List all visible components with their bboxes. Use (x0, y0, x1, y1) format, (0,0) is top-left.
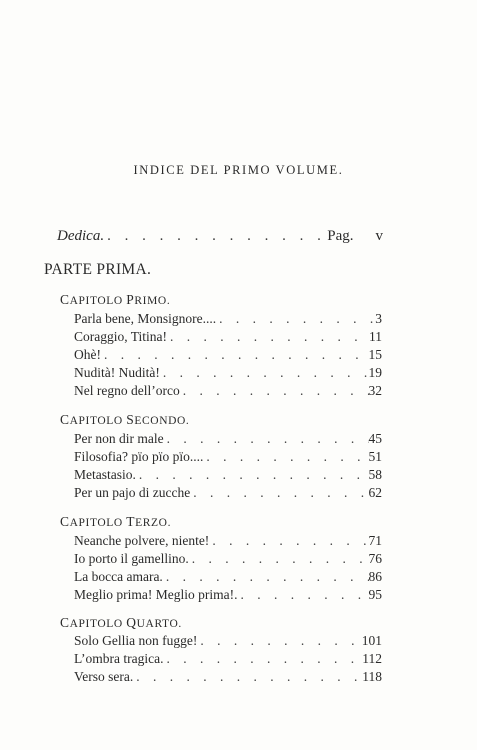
leader-dots (163, 651, 362, 667)
leader-dots (163, 569, 369, 585)
leader-dots (189, 551, 369, 567)
leader-dots (167, 329, 369, 345)
dedica-title: Dedica. (57, 228, 105, 244)
toc-entry (74, 551, 382, 567)
leader-dots (180, 383, 369, 399)
entry-title: Nudità! Nudità! (74, 365, 160, 380)
entry-page: 101 (361, 633, 382, 648)
leader-dots (216, 311, 375, 327)
toc-entry (74, 467, 382, 483)
toc-entry (74, 533, 382, 549)
toc-entry (74, 587, 382, 603)
leader-dots (164, 431, 369, 447)
leader-dots (101, 347, 369, 363)
entry-page: 3 (375, 311, 382, 326)
entry-page: 71 (368, 533, 382, 548)
dedica-pag-label: Pag. (327, 228, 354, 244)
dedica-page-number: v (375, 228, 383, 244)
entry-title: Ohè! (74, 347, 101, 362)
part-title: PARTE PRIMA. (44, 261, 152, 278)
entry-title: Per un pajo di zucche (74, 485, 191, 500)
leader-dots (203, 449, 368, 465)
entry-title: Solo Gellia non fugge! (74, 633, 198, 648)
index-heading: INDICE DEL PRIMO VOLUME. (133, 163, 344, 177)
entry-title: Io porto il gamellino. (74, 551, 189, 566)
chapter-heading: CAPITOLO PRIMO. (60, 292, 171, 307)
toc-entry (74, 669, 382, 685)
entry-title: Filosofia? pïo pïo pïo.... (74, 449, 204, 464)
chapter-heading: CAPITOLO SECONDO. (60, 412, 190, 427)
leader-dots (190, 485, 368, 501)
toc-entry (74, 633, 382, 649)
toc-entry (74, 449, 382, 465)
toc-entry (74, 431, 382, 447)
entry-page: 19 (368, 365, 382, 380)
toc-entry (74, 569, 382, 585)
entry-title: Coraggio, Titina! (74, 329, 168, 344)
entry-page: 11 (369, 329, 382, 344)
leader-dots (237, 587, 368, 603)
entry-page: 15 (368, 347, 382, 362)
entry-title: Per non dir male (74, 431, 164, 446)
toc-entry (74, 651, 382, 667)
chapter-heading: CAPITOLO TERZO. (60, 514, 172, 529)
entry-title: La bocca amara. (74, 569, 163, 584)
toc-entry (74, 311, 382, 327)
entry-page: 76 (368, 551, 382, 566)
entry-page: 58 (368, 467, 382, 482)
entry-page: 118 (362, 669, 382, 684)
leader-dots (197, 633, 361, 649)
toc-entry (74, 485, 382, 501)
toc-entry (74, 329, 382, 345)
entry-title: Meglio prima! Meglio prima!. (74, 587, 238, 602)
entry-title: L’ombra tragica. (74, 651, 164, 666)
entry-page: 86 (368, 569, 382, 584)
toc-entry (74, 347, 382, 363)
chapter-heading: CAPITOLO QUARTO. (60, 615, 182, 630)
leader-dots (136, 467, 369, 483)
leader-dots (104, 228, 327, 245)
entry-page: 45 (368, 431, 382, 446)
entry-page: 51 (368, 449, 382, 464)
entry-page: 32 (368, 383, 382, 398)
leader-dots (209, 533, 368, 549)
entry-page: 112 (362, 651, 382, 666)
entry-title: Neanche polvere, niente! (74, 533, 210, 548)
entry-page: 95 (368, 587, 382, 602)
dedica-row (57, 228, 383, 245)
leader-dots (160, 365, 369, 381)
entry-title: Verso sera. (74, 669, 134, 684)
entry-title: Parla bene, Monsignore.... (74, 311, 217, 326)
toc-entry (74, 383, 382, 399)
entry-title: Nel regno dell’orco (74, 383, 180, 398)
toc-entry (74, 365, 382, 381)
leader-dots (133, 669, 362, 685)
entry-title: Metastasio. (74, 467, 136, 482)
entry-page: 62 (368, 485, 382, 500)
